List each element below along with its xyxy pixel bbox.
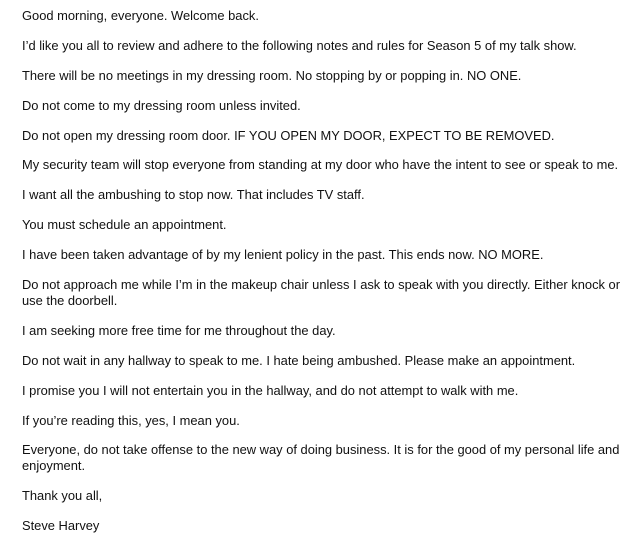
rule-paragraph: Do not wait in any hallway to speak to me. I hate being ambushed. Please make an appointment. xyxy=(22,352,576,368)
sign-off: Thank you all, xyxy=(22,488,103,504)
rule-paragraph: Do not come to my dressing room unless invited. xyxy=(22,97,301,113)
rule-paragraph: My security team will stop everyone from standing at my door who have the intent to see or speak to me. xyxy=(22,157,619,173)
closing-paragraph: Everyone, do not take offense to the new way of doing business. It is for the good of my personal life and enjoyment. xyxy=(22,442,620,474)
greeting-paragraph: Good morning, everyone. Welcome back. xyxy=(22,8,259,23)
rule-paragraph: Do not open my dressing room door. IF YOU OPEN MY DOOR, EXPECT TO BE REMOVED. xyxy=(22,127,555,143)
signature: Steve Harvey xyxy=(22,518,100,534)
rule-paragraph: You must schedule an appointment. xyxy=(22,217,227,233)
rule-paragraph: There will be no meetings in my dressing room. No stopping by or popping in. NO ONE. xyxy=(22,67,522,83)
rule-paragraph: I am seeking more free time for me throughout the day. xyxy=(22,322,336,338)
rule-paragraph: I promise you I will not entertain you in the hallway, and do not attempt to walk with me. xyxy=(22,382,519,398)
intro-paragraph: I’d like you all to review and adhere to the following notes and rules for Season 5 of my talk show. xyxy=(22,37,577,53)
rule-paragraph: I have been taken advantage of by my lenient policy in the past. This ends now. NO MORE. xyxy=(22,247,544,263)
rule-paragraph: Do not approach me while I’m in the makeup chair unless I ask to speak with you directly. Either knock or use the doorbell. xyxy=(22,277,621,309)
rule-paragraph: If you’re reading this, yes, I mean you. xyxy=(22,412,240,428)
memo-body xyxy=(22,8,622,548)
rule-paragraph: I want all the ambushing to stop now. That includes TV staff. xyxy=(22,187,365,203)
